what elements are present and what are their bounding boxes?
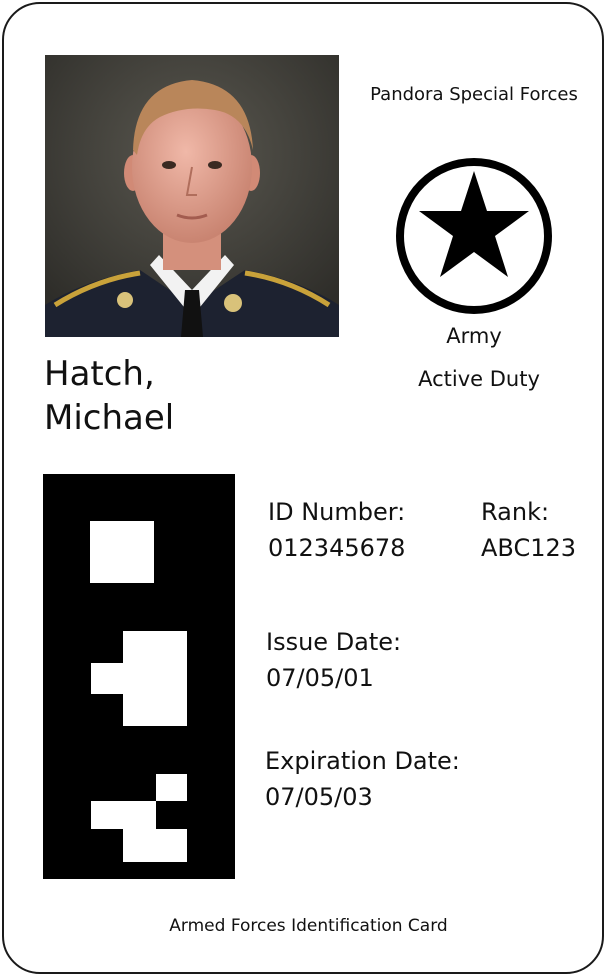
organization-name: Pandora Special Forces [370,84,578,105]
duty-status: Active Duty [418,367,540,391]
issue-date-value: 07/05/01 [266,664,374,692]
portrait-illustration [45,55,339,337]
issue-date-label: Issue Date: [266,628,402,656]
service-branch: Army [446,324,502,348]
first-name: Michael [44,398,175,438]
id-card [2,2,604,974]
id-number-label: ID Number: [268,498,406,526]
rank-value: ABC123 [481,534,577,562]
last-name: Hatch, [44,354,155,394]
star-emblem-icon [395,157,553,315]
expiration-date-value: 07/05/03 [265,783,373,811]
rank-label: Rank: [481,498,550,526]
card-footer: Armed Forces Identification Card [169,916,448,936]
identification-code-block [43,474,235,879]
expiration-date-label: Expiration Date: [265,747,460,775]
id-number-value: 012345678 [268,534,406,562]
portrait-photo [45,55,339,337]
